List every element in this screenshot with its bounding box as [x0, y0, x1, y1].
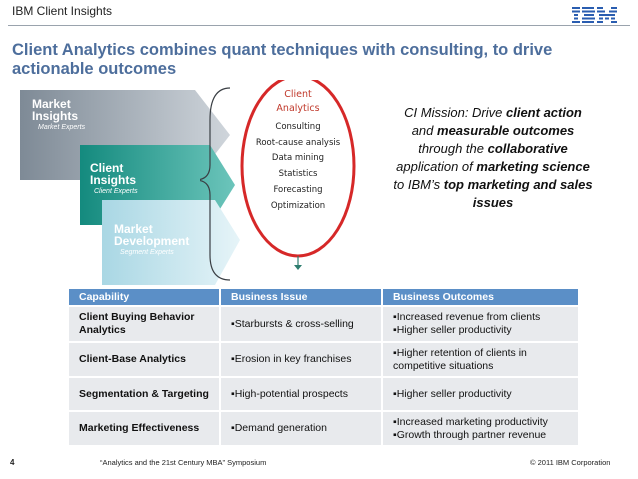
cell-capability: Segmentation & Targeting [69, 377, 220, 411]
header-business-outcomes: Business Outcomes [382, 289, 579, 306]
cell-capability: Client Buying Behavior Analytics [69, 306, 220, 342]
header-divider [8, 25, 630, 26]
table-header-row [69, 289, 579, 306]
client-analytics-heading-2: Analytics [276, 103, 320, 114]
footer-event: “Analytics and the 21st Century MBA” Symposium [100, 458, 267, 467]
cell-issue: ▪Erosion in key franchises [220, 342, 382, 377]
client-analytics-heading-1: Client [284, 89, 312, 100]
client-analytics-list [248, 88, 348, 214]
ibm-logo [572, 6, 618, 24]
ca-item-forecasting: Forecasting [273, 184, 323, 195]
ca-item-optimization: Optimization [270, 200, 326, 211]
mission-statement: CI Mission: Drive client action and measurable outcomes through the collaborative application of marketing science to IBM’s top marketing and sales issues [393, 105, 593, 210]
ca-item-statistics: Statistics [278, 169, 318, 180]
cell-issue: ▪High-potential prospects [220, 377, 382, 411]
table-row [69, 411, 579, 445]
header-business-issue: Business Issue [220, 289, 382, 306]
capability-table [69, 289, 580, 445]
table-row [69, 306, 579, 342]
cell-capability: Client-Base Analytics [69, 342, 220, 377]
cell-capability: Marketing Effectiveness [69, 411, 220, 445]
ca-item-consulting: Consulting [275, 122, 321, 132]
page-number: 4 [10, 458, 15, 467]
table-row [69, 377, 579, 411]
slide-title: Client Analytics combines quant techniques with consulting, to drive actionable outcomes [12, 41, 553, 78]
ca-item-root-cause: Root-cause analysis [255, 137, 341, 148]
arrow-down-head [294, 265, 302, 270]
table-row [69, 342, 579, 377]
ca-item-data-mining: Data mining [271, 153, 325, 164]
cell-issue: ▪Starbursts & cross-selling [220, 306, 382, 342]
cell-outcomes: ▪Higher retention of clients in competitive situations [382, 342, 579, 377]
header-title: IBM Client Insights [12, 4, 113, 18]
tier-market-development: Market Development Segment Experts [114, 222, 190, 256]
cell-outcomes: ▪Increased revenue from clients ▪Higher seller productivity [382, 306, 579, 342]
footer-copyright: © 2011 IBM Corporation [530, 458, 611, 467]
tier-market-insights: Market Insights Market Experts [32, 97, 86, 131]
cell-outcomes: ▪Higher seller productivity [382, 377, 579, 411]
bracket-left [200, 88, 230, 280]
header-capability: Capability [69, 289, 220, 306]
tier-client-insights: Client Insights Client Experts [90, 161, 138, 195]
cell-outcomes: ▪Increased marketing productivity ▪Growth through partner revenue [382, 411, 579, 445]
cell-issue: ▪Demand generation [220, 411, 382, 445]
